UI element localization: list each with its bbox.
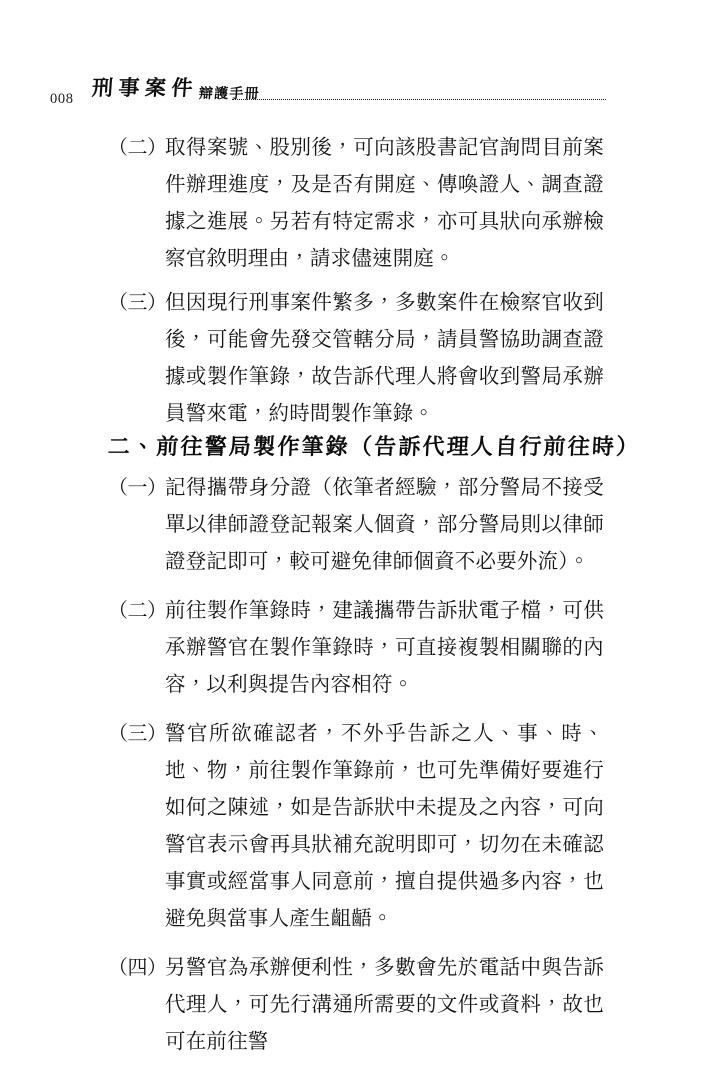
paragraph-text: 警官所欲確認者，不外乎告訴之人、事、時、地、物，前往製作筆錄前，也可先準備好要進行如何之陳述，如是告訴狀中未提及之內容，可向警官表示會再具狀補充說明即可，切勿在未確認事實或經當事人同意前，擅自提供過多內容，也避免與當事人產生齟齬。	[165, 723, 604, 930]
paragraph-marker: （一）	[108, 477, 167, 499]
running-head-title-sub: 辯護手冊	[198, 86, 261, 102]
paragraph-marker: （四）	[108, 957, 167, 979]
paragraph-text: 取得案號、股別後，可向該股書記官詢問目前案件辦理進度，及是否有開庭、傳喚證人、調查證據之進展。另若有特定需求，亦可具狀向承辦檢察官敘明理由，請求儘速開庭。	[165, 137, 604, 270]
paragraph-marker: （三）	[108, 723, 167, 745]
paragraph-marker: （二）	[108, 137, 167, 159]
paragraph-text: 記得攜帶身分證（依筆者經驗，部分警局不接受單以律師證登記報案人個資，部分警局則以律師證登記即可，較可避免律師個資不必要外流）。	[165, 477, 604, 573]
paragraph	[108, 130, 604, 278]
body-block-upper	[108, 130, 604, 447]
header-rule-divider	[232, 99, 606, 100]
paragraph	[108, 593, 604, 704]
paragraph	[108, 285, 604, 433]
paragraph	[108, 950, 604, 1061]
paragraph-text: 另警官為承辦便利性，多數會先於電話中與告訴代理人，可先行溝通所需要的文件或資料，故也可在前往警	[165, 957, 604, 1053]
paragraph-text: 但因現行刑事案件繁多，多數案件在檢察官收到後，可能會先發交管轄分局，請員警協助調查證據或製作筆錄，故告訴代理人將會收到警局承辦員警來電，約時間製作筆錄。	[165, 292, 604, 425]
paragraph	[108, 470, 604, 581]
page-header	[0, 72, 705, 112]
paragraph-marker: （二）	[108, 600, 167, 622]
running-head-title-main: 刑事案件	[91, 75, 199, 100]
page-number: 008	[50, 91, 74, 107]
paragraph-marker: （三）	[108, 292, 167, 314]
paragraph	[108, 716, 604, 938]
body-block-lower	[108, 470, 604, 1068]
section-heading: 二、前往警局製作筆錄（告訴代理人自行前往時）	[107, 434, 642, 461]
paragraph-text: 前往製作筆錄時，建議攜帶告訴狀電子檔，可供承辦警官在製作筆錄時，可直接複製相關聯的內容，以利與提告內容相符。	[165, 600, 604, 696]
running-head-title	[92, 72, 260, 102]
